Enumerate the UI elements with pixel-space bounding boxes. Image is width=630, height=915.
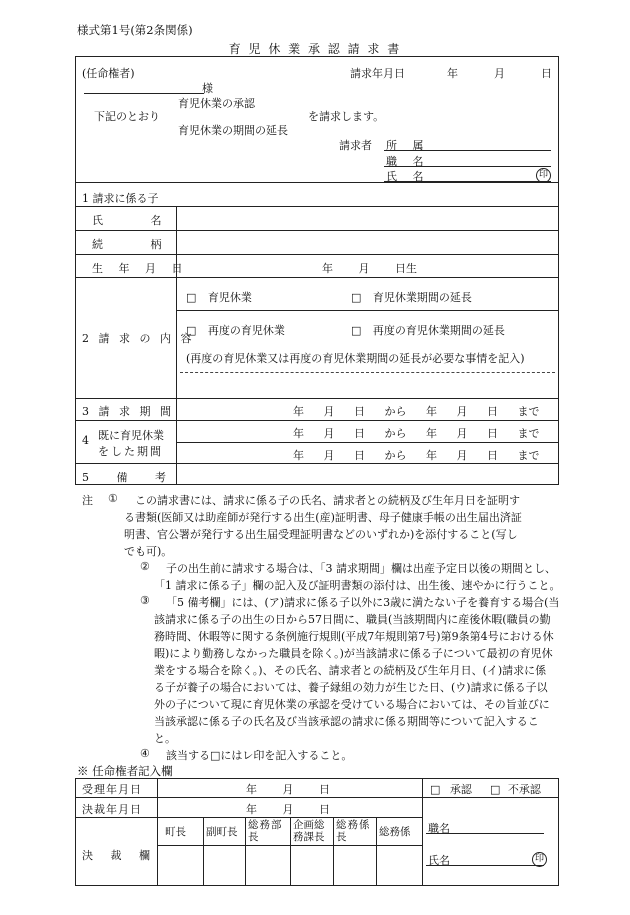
request-tail: を請求します。 bbox=[308, 110, 385, 123]
section1-heading: 1 請求に係る子 bbox=[82, 192, 159, 205]
col-mayor: 町長 bbox=[165, 826, 186, 838]
decided-date-value[interactable]: 年 月 日 bbox=[246, 803, 330, 816]
sama-label: 様 bbox=[202, 82, 213, 95]
note3-line: 業をする場合を除く。)、その氏名、請求者との続柄及び生年月日、(イ)請求に係 bbox=[154, 664, 547, 677]
section4-label-line2: をした期間 bbox=[98, 445, 163, 458]
option-extension[interactable]: 育児休業の期間の延長 bbox=[178, 124, 288, 137]
position-line[interactable] bbox=[384, 166, 551, 167]
request-date-month[interactable]: 月 bbox=[494, 67, 505, 80]
col-deputy-mayor: 副町長 bbox=[206, 826, 238, 838]
note1-line: る書類(医師又は助産師が発行する出生(産)証明書、母子健康手帳の出生届出済証 bbox=[124, 511, 522, 524]
note3-line: 務時間、休暇等に関する条例施行規則(平成7年規則第7号)第9条第4号における休 bbox=[154, 630, 554, 643]
affiliation-label: 所 属 bbox=[386, 139, 430, 152]
option-approval[interactable]: 育児休業の承認 bbox=[178, 97, 255, 110]
note2-line: 子の出生前に請求する場合は、「3 請求期間」欄は出産予定日以後の期間とし、 bbox=[166, 562, 556, 575]
appointer-seal: 印 bbox=[532, 851, 547, 867]
birth-label: 生 年 月 日 bbox=[92, 262, 189, 275]
reason-field-line[interactable] bbox=[180, 372, 555, 373]
remarks-field[interactable] bbox=[180, 465, 556, 483]
request-date-label: 請求年月日 bbox=[350, 67, 405, 80]
birth-value[interactable]: 年 月 日生 bbox=[322, 262, 417, 275]
col-planning-manager: 企画総務課長 bbox=[293, 819, 325, 843]
note3-line: 暇)により勤務しなかった職員を除く。)が当該請求に係る子について最初の育児休 bbox=[154, 647, 553, 660]
checkbox-childcare-leave[interactable]: □ 育児休業 bbox=[186, 291, 252, 304]
appointer-position-label: 職名 bbox=[428, 822, 450, 835]
requester-label: 請求者 bbox=[339, 139, 372, 152]
received-date-value[interactable]: 年 月 日 bbox=[246, 783, 330, 796]
relation-field[interactable] bbox=[180, 232, 556, 254]
note2-line: 「1 請求に係る子」欄の記入及び証明書類の添付は、出生後、速やかに行うこと。 bbox=[154, 579, 561, 592]
col-general-affairs-director: 総務部長 bbox=[248, 819, 283, 843]
note3-line: 「5 備考欄」には、(ア)請求に係る子以外に3歳に満たない子を養育する場合(当 bbox=[166, 596, 560, 609]
kessai-label: 決 裁 欄 bbox=[82, 849, 157, 862]
note1-line: この請求書には、請求に係る子の氏名、請求者との続柄及び生年月日を証明す bbox=[135, 494, 520, 507]
request-period[interactable]: 年 月 日 から 年 月 日 まで bbox=[293, 405, 540, 418]
col-section-chief: 総務係長 bbox=[336, 819, 371, 843]
note1-line: でも可)。 bbox=[124, 545, 173, 558]
stamp-mayor[interactable] bbox=[160, 848, 200, 884]
checkbox-leave-extension[interactable]: □ 育児休業期間の延長 bbox=[351, 291, 472, 304]
approve-checkbox[interactable]: □ 承認 bbox=[430, 783, 472, 796]
appointer-section-heading: ※ 任命権者記入欄 bbox=[77, 764, 173, 778]
appointer-name-line[interactable] bbox=[84, 93, 204, 94]
decided-date-label: 決裁年月日 bbox=[82, 803, 142, 816]
stamp-deputy-mayor[interactable] bbox=[206, 848, 242, 884]
name-line[interactable] bbox=[384, 181, 551, 182]
section4-label-line1: 既に育児休業 bbox=[98, 429, 164, 442]
col-general-affairs: 総務係 bbox=[379, 826, 411, 838]
appointer-label: (任命権者) bbox=[82, 67, 135, 80]
section2-label: 2 請 求 の 内 容 bbox=[82, 332, 195, 345]
child-name-field[interactable] bbox=[180, 208, 556, 230]
affiliation-line[interactable] bbox=[384, 150, 551, 151]
note3-line: る子が養子の場合においては、養子縁組の効力が生じた日、(ウ)請求に係る子以 bbox=[154, 681, 548, 694]
note4-text: 該当する□にはレ印を記入すること。 bbox=[166, 749, 353, 762]
name-label: 氏 名 bbox=[386, 170, 430, 183]
section3-label: 3 請 求 期 間 bbox=[82, 405, 174, 418]
note3-line: と。 bbox=[154, 732, 176, 745]
appointer-name-line[interactable] bbox=[426, 865, 544, 866]
note3-line: 外の子について現に育児休業の承認を受けている場合においては、その旨並びに bbox=[154, 698, 550, 711]
note3-line: 該請求に係る子の出生の日から57日間に、職員(当該期間内に産後休暇(職員の勤 bbox=[154, 613, 551, 626]
note3-line: 当該承認に係る子の氏名及び当該承認の請求に係る期間等について記入するこ bbox=[154, 715, 539, 728]
stamp-section-chief[interactable] bbox=[336, 848, 374, 884]
stamp-general-affairs[interactable] bbox=[379, 848, 419, 884]
child-name-label: 氏 名 bbox=[92, 214, 184, 227]
reject-checkbox[interactable]: □ 不承認 bbox=[490, 783, 541, 796]
previous-period-2[interactable]: 年 月 日 から 年 月 日 まで bbox=[293, 449, 540, 462]
request-date-year[interactable]: 年 bbox=[447, 67, 458, 80]
form-number: 様式第1号(第2条関係) bbox=[77, 23, 193, 37]
note4-mark: ④ bbox=[140, 747, 150, 760]
note1-line: 明書、官公署が発行する出生届受理証明書などのいずれか)を添付すること(写し bbox=[124, 528, 518, 541]
note1-mark: ① bbox=[108, 492, 118, 505]
checkbox-repeat-leave[interactable]: □ 再度の育児休業 bbox=[186, 324, 285, 337]
appointer-name-label: 氏名 bbox=[428, 854, 450, 867]
seal-mark: 印 bbox=[536, 167, 551, 183]
notes-prefix: 注 bbox=[82, 494, 93, 507]
repeat-reason-note: (再度の育児休業又は再度の育児休業期間の延長が必要な事情を記入) bbox=[186, 352, 525, 365]
checkbox-repeat-extension[interactable]: □ 再度の育児休業期間の延長 bbox=[351, 324, 505, 337]
note3-mark: ③ bbox=[140, 594, 150, 607]
stamp-director[interactable] bbox=[248, 848, 288, 884]
request-date-day[interactable]: 日 bbox=[541, 67, 552, 80]
previous-period-1[interactable]: 年 月 日 から 年 月 日 まで bbox=[293, 427, 540, 440]
section4-number: 4 bbox=[82, 434, 89, 447]
position-label: 職 名 bbox=[386, 155, 430, 168]
intro-text: 下記のとおり bbox=[94, 110, 160, 123]
stamp-planning-manager[interactable] bbox=[293, 848, 331, 884]
section5-label: 5 備 考 bbox=[82, 471, 178, 484]
note2-mark: ② bbox=[140, 560, 150, 573]
page-title: 育 児 休 業 承 認 請 求 書 bbox=[228, 42, 402, 56]
appointer-position-line[interactable] bbox=[426, 833, 544, 834]
received-date-label: 受理年月日 bbox=[82, 783, 142, 796]
relation-label: 続 柄 bbox=[92, 238, 184, 251]
